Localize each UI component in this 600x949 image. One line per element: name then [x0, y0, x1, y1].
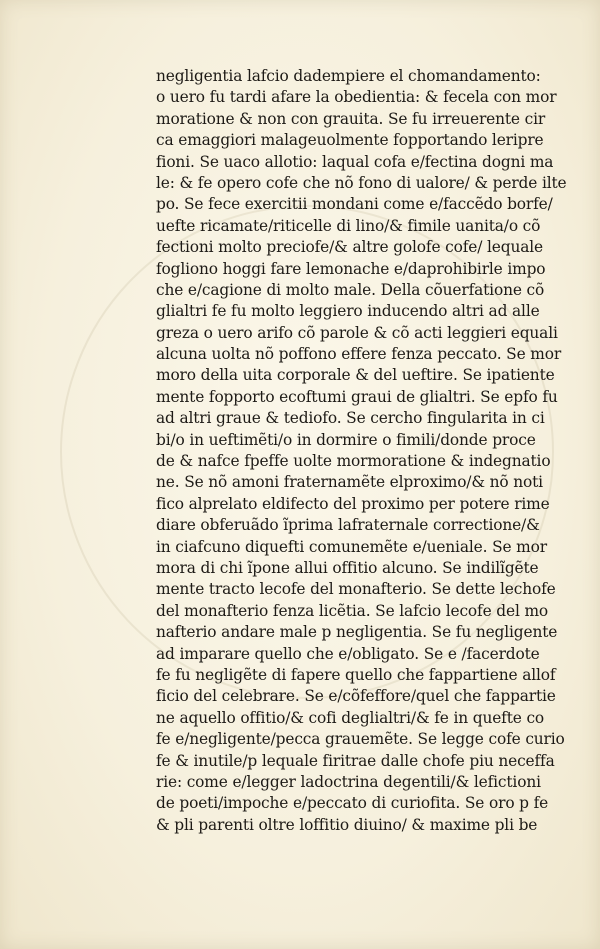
text-line-34: rie: come e/legger ladoctrina degentili/& lefictioni	[156, 772, 541, 791]
text-line-24: mora di chi ĩpone allui offitio alcuno. Se indilĩgẽte	[156, 558, 539, 577]
text-line-5: fioni. Se uaco allotio: laqual cofa e/fectina dogni ma	[156, 152, 554, 171]
text-line-7: po. Se fece exercitii mondani come e/faccẽdo borfe/	[156, 195, 553, 214]
text-line-10: fogliono hoggi fare lemonache e/daprohibirle impo	[156, 259, 546, 278]
text-line-9: fectioni molto preciofe/& altre golofe cofe/ lequale	[156, 238, 543, 257]
text-line-3: moratione & non con grauita. Se fu irreuerente cir	[156, 109, 546, 128]
text-line-11: che e/cagione di molto male. Della cõuerfatione cõ	[156, 280, 545, 299]
text-line-20: ne. Se nõ amoni fraternamẽte elproximo/& nõ noti	[156, 473, 543, 492]
text-line-19: de & nafce fpeffe uolte mormoratione & indegnatio	[156, 452, 551, 471]
text-line-2: o uero fu tardi afare la obedientia: & fecela con mor	[156, 88, 557, 107]
text-line-1: negligentia lafcio dadempiere el chomandamento:	[156, 67, 541, 85]
text-line-14: alcuna uolta nõ poffono effere fenza peccato. Se mor	[156, 345, 562, 364]
text-line-23: in ciafcuno diquefti comunemẽte e/ueniale. Se mor	[156, 537, 547, 556]
text-line-30: ficio del celebrare. Se e/cõfeffore/quel che fappartie	[156, 687, 556, 706]
text-line-33: fe & inutile/p lequale firitrae dalle chofe piu neceffa	[156, 751, 555, 770]
text-line-29: fe fu negligẽte di fapere quello che fappartiene allof	[156, 665, 556, 684]
text-line-36: & pli parenti oltre loffitio diuino/ & maxime pli be	[156, 815, 538, 834]
text-line-16: mente fopporto ecoftumi graui de glialtri. Se epfo fu	[156, 387, 558, 406]
text-block	[156, 66, 566, 836]
text-line-31: ne aquello offitio/& cofi deglialtri/& fe in quefte co	[156, 708, 545, 727]
text-line-35: de poeti/impoche e/peccato di curiofita. Se oro p fe	[156, 794, 549, 813]
text-line-32: fe e/negligente/pecca grauemẽte. Se legge cofe curio	[156, 730, 565, 749]
text-line-17: ad altri graue & tediofo. Se cercho fingularita in ci	[156, 409, 545, 428]
text-line-12: glialtri fe fu molto leggiero inducendo altri ad alle	[156, 302, 540, 321]
text-line-6: le: & fe opero cofe che nõ fono di ualore/ & perde ilte	[156, 173, 566, 192]
text-line-28: ad imparare quello che e/obligato. Se e /facerdote	[156, 644, 540, 663]
text-line-21: fico alprelato eldifecto del proximo per potere rime	[156, 494, 550, 513]
text-line-25: mente tracto lecofe del monafterio. Se dette lechofe	[156, 580, 556, 599]
text-line-27: nafterio andare male p negligentia. Se fu negligente	[156, 623, 558, 642]
text-line-22: diare obferuãdo ĩprima lafraternale correctione/&	[156, 516, 540, 535]
text-line-15: moro della uita corporale & del ueftire. Se ipatiente	[156, 366, 555, 385]
text-line-18: bi/o in ueftimẽti/o in dormire o fimili/donde proce	[156, 430, 536, 449]
text-line-8: uefte ricamate/riticelle di lino/& fimile uanita/o cõ	[156, 216, 541, 235]
text-line-26: del monafterio fenza licẽtia. Se lafcio lecofe del mo	[156, 601, 549, 620]
text-line-4: ca emaggiori malageuolmente fopportando leripre	[156, 131, 544, 150]
text-line-13: greza o uero arifo cõ parole & cõ acti leggieri equali	[156, 323, 558, 342]
